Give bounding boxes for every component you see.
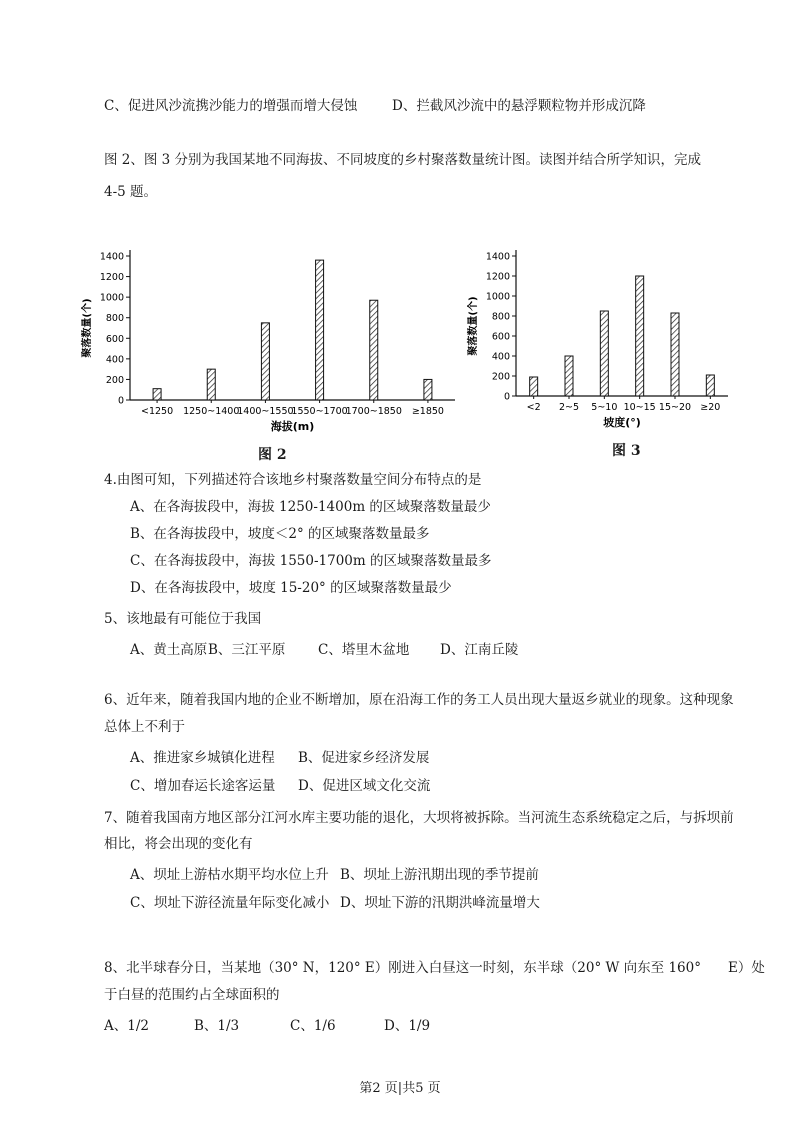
q6-option-a: A、推进家乡城镇化进程 — [130, 750, 275, 766]
x-tick-label: 1700~1850 — [345, 406, 402, 417]
y-tick-label: 1200 — [485, 271, 510, 283]
q6-stem-line-2: 总体上不利于 — [104, 719, 185, 735]
q7-stem-line-2: 相比，将会出现的变化有 — [104, 836, 253, 852]
q8-stem-line-1: 8、北半球春分日，当某地（30° N，120° E）刚进入白昼这一时刻，东半球（20° W 向东至 160° E）处 — [104, 960, 765, 976]
x-axis-label: 坡度(°) — [603, 416, 641, 429]
q6-option-d: D、促进区域文化交流 — [298, 778, 431, 794]
q4-option-d: D、在各海拔段中，坡度 15-20° 的区域聚落数量最少 — [130, 580, 452, 596]
bar — [600, 311, 608, 396]
intro-line-2: 4-5 题。 — [104, 184, 158, 200]
y-tick-label: 600 — [491, 331, 510, 343]
q8-option-d: D、1/9 — [384, 1018, 431, 1034]
q5-option-d: D、江南丘陵 — [440, 642, 519, 658]
bar — [636, 276, 644, 396]
intro-line-1: 图 2、图 3 分别为我国某地不同海拔、不同坡度的乡村聚落数量统计图。读图并结合所学知识，完成 — [104, 152, 702, 168]
q5-option-b: B、三江平原 — [208, 642, 286, 658]
figure-2-caption: 图 2 — [258, 447, 287, 463]
y-tick-label: 1000 — [485, 291, 510, 303]
q3-option-d: D、拦截风沙流中的悬浮颗粒物并形成沉降 — [392, 98, 646, 114]
q4-option-b: B、在各海拔段中，坡度＜2° 的区域聚落数量最多 — [130, 526, 430, 542]
x-tick-label: 1250~1400 — [183, 406, 240, 417]
x-axis-label: 海拔(m) — [270, 420, 315, 433]
bar — [530, 377, 538, 396]
q8-option-c: C、1/6 — [290, 1018, 336, 1034]
q4-option-a: A、在各海拔段中，海拔 1250-1400m 的区域聚落数量最少 — [130, 499, 491, 515]
bar — [424, 379, 432, 400]
y-tick-label: 400 — [105, 354, 124, 366]
x-tick-label: 5~10 — [591, 402, 618, 413]
x-tick-label: 10~15 — [623, 402, 656, 413]
x-tick-label: ≥20 — [700, 402, 721, 413]
q5-option-c: C、塔里木盆地 — [318, 642, 410, 658]
q7-option-c: C、坝址下游径流量年际变化减小 — [130, 895, 330, 911]
y-axis-label: 聚落数量(个) — [82, 298, 93, 358]
y-tick-label: 400 — [491, 351, 510, 363]
q4-option-c: C、在各海拔段中，海拔 1550-1700m 的区域聚落数量最多 — [130, 553, 492, 569]
bar — [565, 356, 573, 396]
bar — [706, 375, 714, 396]
y-tick-label: 200 — [105, 374, 124, 386]
bar — [207, 369, 215, 400]
q8-option-a: A、1/2 — [104, 1018, 149, 1034]
q5-stem: 5、该地最有可能位于我国 — [104, 611, 262, 627]
q8-option-b: B、1/3 — [194, 1018, 240, 1034]
q6-option-c: C、增加春运长途客运量 — [130, 778, 276, 794]
x-tick-label: <2 — [526, 402, 541, 413]
y-tick-label: 0 — [503, 391, 510, 403]
figure-3-caption: 图 3 — [612, 443, 641, 459]
q5-option-a: A、黄土高原 — [130, 642, 208, 658]
q7-option-a: A、坝址上游枯水期平均水位上升 — [130, 867, 329, 883]
page-footer: 第2 页|共5 页 — [359, 1081, 441, 1096]
y-tick-label: 1200 — [99, 272, 124, 284]
y-tick-label: 1400 — [99, 251, 124, 263]
x-tick-label: 1400~1550 — [237, 406, 294, 417]
bar — [316, 260, 324, 400]
q6-stem-line-1: 6、近年来，随着我国内地的企业不断增加，原在沿海工作的务工人员出现大量返乡就业的现象。这种现象 — [104, 692, 734, 708]
x-tick-label: ≥1850 — [411, 406, 444, 417]
y-axis-label: 聚落数量(个) — [468, 296, 479, 356]
bar — [370, 300, 378, 400]
x-tick-label: 2~5 — [558, 402, 580, 413]
x-tick-label: 15~20 — [658, 402, 692, 413]
x-tick-label: 1550~1700 — [291, 406, 348, 417]
x-tick-label: <1250 — [141, 406, 174, 417]
y-tick-label: 1400 — [485, 251, 510, 263]
q7-option-b: B、坝址上游汛期出现的季节提前 — [340, 867, 539, 883]
bar — [671, 313, 679, 396]
q7-option-d: D、坝址下游的汛期洪峰流量增大 — [340, 895, 540, 911]
figure-2-chart — [80, 240, 460, 440]
q6-option-b: B、促进家乡经济发展 — [298, 750, 430, 766]
bar — [261, 323, 269, 400]
y-tick-label: 600 — [105, 333, 124, 345]
y-tick-label: 0 — [117, 395, 124, 407]
q4-stem: 4.由图可知，下列描述符合该地乡村聚落数量空间分布特点的是 — [104, 472, 482, 488]
y-tick-label: 200 — [491, 371, 510, 383]
figure-3-chart — [466, 240, 736, 440]
q8-stem-line-2: 于白昼的范围约占全球面积的 — [104, 987, 280, 1003]
y-tick-label: 800 — [491, 311, 510, 323]
y-tick-label: 800 — [105, 313, 124, 325]
bar — [153, 389, 161, 400]
q3-option-c: C、促进风沙流携沙能力的增强而增大侵蚀 — [104, 98, 358, 114]
y-tick-label: 1000 — [99, 292, 124, 304]
q7-stem-line-1: 7、随着我国南方地区部分江河水库主要功能的退化，大坝将被拆除。当河流生态系统稳定之后，与拆坝前 — [104, 810, 734, 826]
